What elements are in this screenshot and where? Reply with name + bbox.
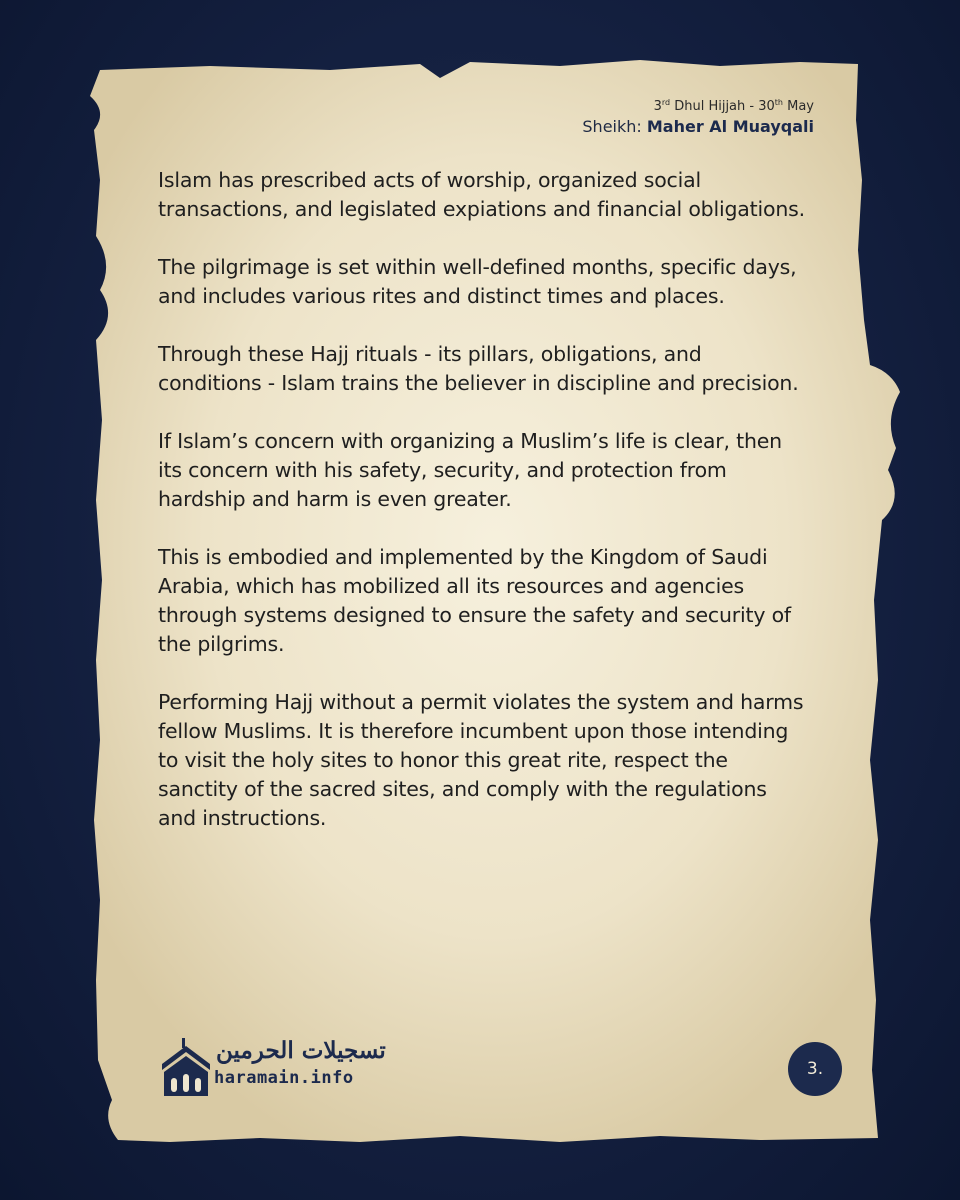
paragraph: Through these Hajj rituals - its pillars, obligations, and conditions - Islam trains the believer in discipline and precision. [158, 342, 799, 395]
date-month-day-suffix: th [774, 98, 783, 107]
paragraph: If Islam’s concern with organizing a Muslim’s life is clear, then its concern with his safety, security, and protection from hardship and harm is even greater. [158, 429, 782, 511]
date-line [582, 94, 814, 116]
paragraph: The pilgrimage is set within well-defined months, specific days, and includes various rites and distinct times and places. [158, 255, 797, 308]
header [582, 94, 814, 138]
paragraph: Islam has prescribed acts of worship, organized social transactions, and legislated expiations and financial obligations. [158, 168, 805, 221]
sheikh-name: Maher Al Muayqali [646, 117, 814, 136]
paragraph: This is embodied and implemented by the Kingdom of Saudi Arabia, which has mobilized all its resources and agencies through systems designed to ensure the safety and security of the pilgrims. [158, 545, 791, 656]
date-day: 3 [653, 99, 662, 114]
date-day-suffix: rd [661, 98, 671, 107]
logo-arabic-text: تسجيلات الحرمين [216, 1037, 386, 1064]
paragraph: Performing Hajj without a permit violates the system and harms fellow Muslims. It is therefore incumbent upon those intending to visit the holy sites to honor this great rite, respect the sanctity of the sacred sites, and comply with the regulations and instructions. [158, 690, 804, 830]
haramain-logo [158, 1034, 388, 1100]
date-middle: Dhul Hijjah - 30 [670, 99, 775, 114]
sheikh-label: Sheikh: [582, 117, 642, 136]
logo-latin-text: haramain.info [214, 1068, 354, 1088]
date-month: May [782, 99, 814, 114]
page-number-badge [788, 1042, 842, 1096]
sheikh-line [582, 116, 814, 138]
article-body [158, 166, 808, 862]
kaaba-mosque-icon [158, 1036, 214, 1100]
page-number: 3. [806, 1059, 824, 1079]
